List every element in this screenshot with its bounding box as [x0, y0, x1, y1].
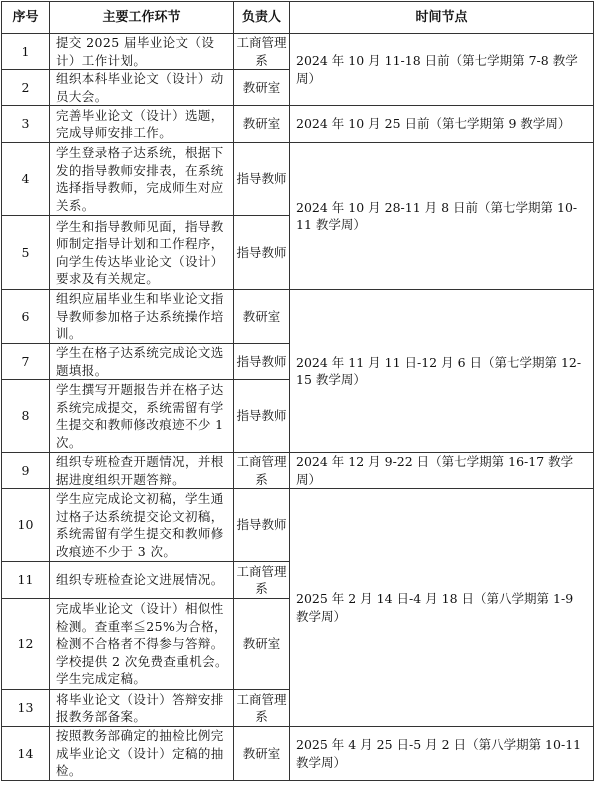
- row-step: 学生登录格子达系统，根据下发的指导教师安排表，在系统选择指导教师，完成师生对应关系。: [50, 143, 234, 216]
- row-time: 2025 年 2 月 14 日-4 月 18 日（第八学期第 1-9 教学周）: [290, 489, 594, 727]
- row-time: 2025 年 4 月 25 日-5 月 2 日（第八学期第 10-11 教学周）: [290, 727, 594, 781]
- row-step: 学生撰写开题报告并在格子达系统完成提交，系统需留有学生提交和教师修改痕迹不少 1 次。: [50, 380, 234, 453]
- row-index: 8: [2, 380, 50, 453]
- row-owner: 教研室: [234, 70, 290, 106]
- row-step: 学生在格子达系统完成论文选题填报。: [50, 344, 234, 380]
- header-owner: 负责人: [234, 2, 290, 34]
- row-owner: 指导教师: [234, 344, 290, 380]
- row-index: 9: [2, 453, 50, 489]
- row-time: 2024 年 10 月 28-11 月 8 日前（第七学期第 10-11 教学周）: [290, 143, 594, 290]
- row-owner: 教研室: [234, 106, 290, 143]
- row-index: 11: [2, 562, 50, 599]
- row-owner: 工商管理系: [234, 562, 290, 599]
- row-time: 2024 年 11 月 11 日-12 月 6 日（第七学期第 12-15 教学周）: [290, 290, 594, 453]
- row-owner: 工商管理系: [234, 690, 290, 727]
- row-owner: 指导教师: [234, 143, 290, 216]
- row-step: 组织专班检查论文进展情况。: [50, 562, 234, 599]
- table-row: [2, 489, 594, 562]
- schedule-table: [1, 1, 594, 781]
- header-index: 序号: [2, 2, 50, 34]
- row-owner: 工商管理系: [234, 34, 290, 70]
- row-owner: 教研室: [234, 290, 290, 344]
- row-owner: 教研室: [234, 727, 290, 781]
- row-index: 13: [2, 690, 50, 727]
- row-owner: 指导教师: [234, 216, 290, 290]
- row-index: 14: [2, 727, 50, 781]
- row-index: 6: [2, 290, 50, 344]
- table-row: [2, 290, 594, 344]
- header-step: 主要工作环节: [50, 2, 234, 34]
- row-step: 组织本科毕业论文（设计）动员大会。: [50, 70, 234, 106]
- row-index: 5: [2, 216, 50, 290]
- row-owner: 教研室: [234, 599, 290, 690]
- row-step: 学生和指导教师见面，指导教师制定指导计划和工作程序，向学生传达毕业论文（设计）要求及有关规定。: [50, 216, 234, 290]
- table-row: [2, 453, 594, 489]
- row-index: 2: [2, 70, 50, 106]
- row-index: 3: [2, 106, 50, 143]
- table-row: [2, 727, 594, 781]
- row-step: 组织应届毕业生和毕业论文指导教师参加格子达系统操作培训。: [50, 290, 234, 344]
- row-time: 2024 年 10 月 11-18 日前（第七学期第 7-8 教学周）: [290, 34, 594, 106]
- header-time: 时间节点: [290, 2, 594, 34]
- row-time: 2024 年 10 月 25 日前（第七学期第 9 教学周）: [290, 106, 594, 143]
- row-step: 提交 2025 届毕业论文（设计）工作计划。: [50, 34, 234, 70]
- row-index: 4: [2, 143, 50, 216]
- row-index: 10: [2, 489, 50, 562]
- row-step: 按照教务部确定的抽检比例完成毕业论文（设计）定稿的抽检。: [50, 727, 234, 781]
- row-step: 完善毕业论文（设计）选题，完成导师安排工作。: [50, 106, 234, 143]
- table-row: [2, 34, 594, 70]
- row-time: 2024 年 12 月 9-22 日（第七学期第 16-17 教学周）: [290, 453, 594, 489]
- row-step: 组织专班检查开题情况，并根据进度组织开题答辩。: [50, 453, 234, 489]
- row-index: 1: [2, 34, 50, 70]
- table-row: [2, 143, 594, 216]
- table-row: [2, 106, 594, 143]
- row-step: 将毕业论文（设计）答辩安排报教务部备案。: [50, 690, 234, 727]
- row-owner: 工商管理系: [234, 453, 290, 489]
- row-index: 7: [2, 344, 50, 380]
- row-index: 12: [2, 599, 50, 690]
- header-row: [2, 2, 594, 34]
- row-owner: 指导教师: [234, 489, 290, 562]
- row-owner: 指导教师: [234, 380, 290, 453]
- row-step: 完成毕业论文（设计）相似性检测。查重率≦25%为合格，检测不合格者不得参与答辩。学校提供 2 次免费查重机会。学生完成定稿。: [50, 599, 234, 690]
- row-step: 学生应完成论文初稿，学生通过格子达系统提交论文初稿，系统需留有学生提交和教师修改痕迹不少于 3 次。: [50, 489, 234, 562]
